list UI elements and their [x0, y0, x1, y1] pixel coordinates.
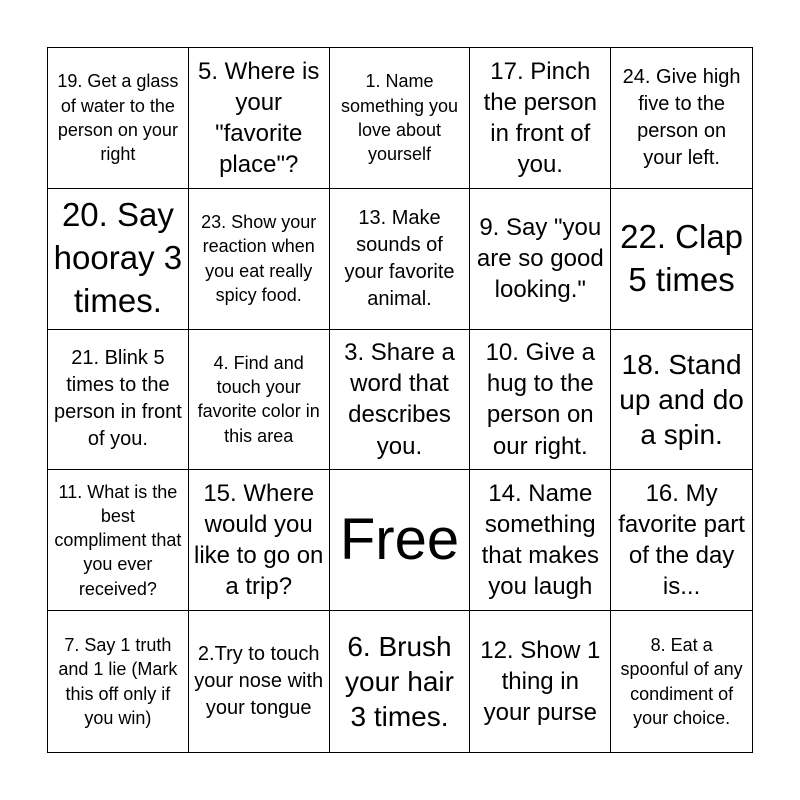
bingo-cell-r2c5[interactable]: 22. Clap 5 times	[611, 189, 752, 330]
bingo-cell-r5c5[interactable]: 8. Eat a spoonful of any condiment of your choice.	[620, 635, 743, 728]
bingo-cell-r3c3[interactable]: 3. Share a word that describes you.	[330, 330, 471, 471]
free-space-cell[interactable]: Free	[330, 470, 471, 611]
bingo-cell-r3c2[interactable]: 4. Find and touch your favorite color in this area	[189, 330, 330, 471]
bingo-cell-r1c4[interactable]: 17. Pinch the person in front of you.	[470, 48, 611, 189]
bingo-cell-r2c3[interactable]: 13. Make sounds of your favorite animal.	[330, 189, 471, 330]
bingo-cell-r5c2[interactable]: 2.Try to touch your nose with your tongue	[189, 611, 330, 752]
bingo-cell-r4c4[interactable]: 14. Name something that makes you laugh	[470, 470, 611, 611]
bingo-cell-r4c5[interactable]: 16. My favorite part of the day is...	[611, 470, 752, 611]
bingo-cell-r1c1[interactable]: 19. Get a glass of water to the person on your right	[48, 48, 189, 189]
bingo-cell-r2c1[interactable]: 20. Say hooray 3 times.	[48, 189, 189, 330]
bingo-board	[47, 47, 753, 753]
bingo-cell-r1c2[interactable]: 5. Where is your "favorite place"?	[189, 48, 330, 189]
bingo-cell-r3c1[interactable]: 21. Blink 5 times to the person in front of you.	[48, 330, 189, 471]
bingo-cell-r2c2[interactable]: 23. Show your reaction when you eat really spicy food.	[189, 189, 330, 330]
bingo-cell-r5c4[interactable]: 12. Show 1 thing in your purse	[470, 611, 611, 752]
bingo-cell-r3c4[interactable]: 10. Give a hug to the person on our right.	[470, 330, 611, 471]
bingo-cell-r3c5[interactable]: 18. Stand up and do a spin.	[611, 330, 752, 471]
bingo-cell-r5c1[interactable]: 7. Say 1 truth and 1 lie (Mark this off only if you win)	[48, 611, 189, 752]
bingo-cell-r5c3[interactable]: 6. Brush your hair 3 times.	[330, 611, 471, 752]
bingo-cell-r1c5[interactable]: 24. Give high five to the person on your left.	[611, 48, 752, 189]
bingo-cell-r2c4[interactable]: 9. Say "you are so good looking."	[470, 189, 611, 330]
bingo-cell-r4c2[interactable]: 15. Where would you like to go on a trip?	[189, 470, 330, 611]
bingo-cell-r1c3[interactable]: 1. Name something you love about yourself	[330, 48, 471, 189]
bingo-cell-r4c1[interactable]: 11. What is the best compliment that you ever received?	[48, 470, 189, 611]
